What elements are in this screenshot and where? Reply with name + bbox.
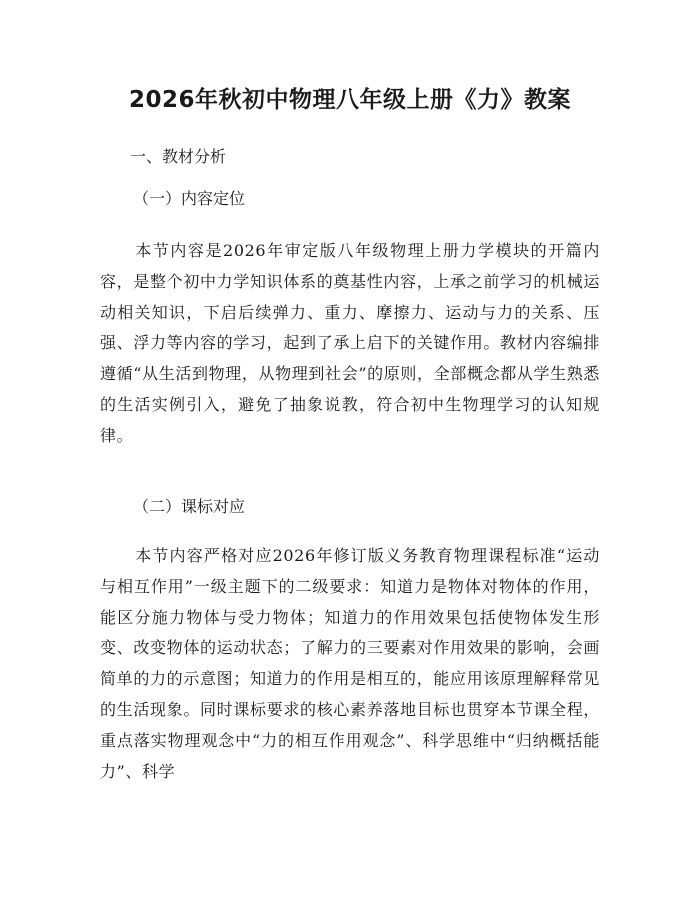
subsection-heading-curriculum-standard: （二）课标对应 bbox=[133, 497, 246, 516]
document-title: 2026年秋初中物理八年级上册《力》教案 bbox=[128, 87, 571, 113]
section-heading-textbook-analysis: 一、教材分析 bbox=[130, 147, 227, 166]
subsection-heading-content-position: （一）内容定位 bbox=[133, 189, 246, 208]
paragraph-content-position: 本节内容是2026年审定版八年级物理上册力学模块的开篇内容，是整个初中力学知识体系的奠基性内容，上承之前学习的机械运动相关知识，下启后续弹力、重力、摩擦力、运动与力的关系、压强、浮力等内容的学习，起到了承上启下的关键作用。教材内容编排遵循“从生活到物理，从物理到社会”的原则，全部概念都从学生熟悉的生活实例引入，避免了抽象说教，符合初中生物理学习的认知规律。 bbox=[100, 241, 600, 445]
paragraph-curriculum-standard: 本节内容严格对应2026年修订版义务教育物理课程标准“运动与相互作用”一级主题下的二级要求：知道力是物体对物体的作用，能区分施力物体与受力物体；知道力的作用效果包括使物体发生形变、改变物体的运动状态；了解力的三要素对作用效果的影响，会画简单的力的示意图；知道力的作用是相互的，能应用该原理解释常见的生活现象。同时课标要求的核心素养落地目标也贯穿本节课全程，重点落实物理观念中“力的相互作用观念”、科学思维中“归纳概括能力”、科学 bbox=[100, 546, 600, 781]
